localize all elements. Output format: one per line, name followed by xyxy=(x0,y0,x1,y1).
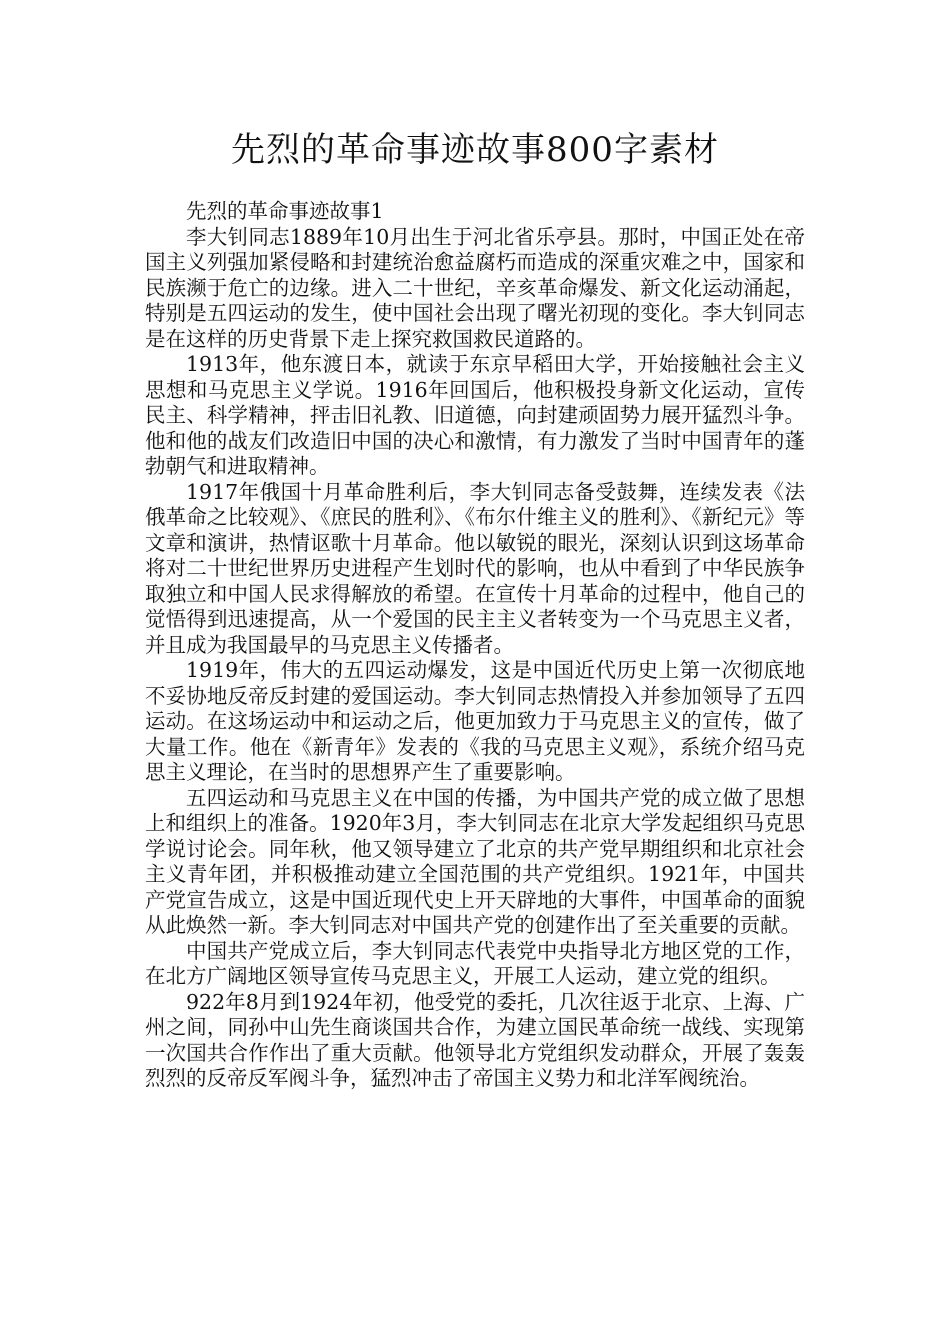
paragraph-2: 1913年，他东渡日本，就读于东京早稻田大学，开始接触社会主义思想和马克思主义学说。1916年回国后，他积极投身新文化运动，宣传民主、科学精神，抨击旧礼教、旧道德，向封建顽固势力展开猛烈斗争。他和他的战友们改造旧中国的决心和激情，有力激发了当时中国青年的蓬勃朝气和进取精神。 xyxy=(145,352,805,478)
paragraph-4: 1919年，伟大的五四运动爆发，这是中国近代历史上第一次彻底地不妥协地反帝反封建的爱国运动。李大钊同志热情投入并参加领导了五四运动。在这场运动中和运动之后，他更加致力于马克思主义的宣传，做了大量工作。他在《新青年》发表的《我的马克思主义观》，系统介绍马克思主义理论，在当时的思想界产生了重要影响。 xyxy=(145,658,805,784)
paragraph-1: 李大钊同志1889年10月出生于河北省乐亭县。那时，中国正处在帝国主义列强加紧侵略和封建统治愈益腐朽而造成的深重灾难之中，国家和民族濒于危亡的边缘。进入二十世纪，辛亥革命爆发、新文化运动涌起，特别是五四运动的发生，使中国社会出现了曙光初现的变化。李大钊同志是在这样的历史背景下走上探究救国救民道路的。 xyxy=(145,224,805,351)
paragraph-7: 922年8月到1924年初，他受党的委托，几次往返于北京、上海、广州之间，同孙中山先生商谈国共合作，为建立国民革命统一战线、实现第一次国共合作作出了重大贡献。他领导北方党组织发动群众，开展了轰轰烈烈的反帝反军阀斗争，猛烈冲击了帝国主义势力和北洋军阀统治。 xyxy=(145,989,805,1090)
document-body xyxy=(145,199,805,1092)
paragraph-6: 中国共产党成立后，李大钊同志代表党中央指导北方地区党的工作，在北方广阔地区领导宣传马克思主义，开展工人运动，建立党的组织。 xyxy=(145,938,805,988)
paragraph-3: 1917年俄国十月革命胜利后，李大钊同志备受鼓舞，连续发表《法俄革命之比较观》、《庶民的胜利》、《布尔什维主义的胜利》、《新纪元》等文章和演讲，热情讴歌十月革命。他以敏锐的眼光，深刻认识到这场革命将对二十世纪世界历史进程产生划时代的影响，也从中看到了中华民族争取独立和中国人民求得解放的希望。在宣传十月革命的过程中，他自己的觉悟得到迅速提高，从一个爱国的民主主义者转变为一个马克思主义者，并且成为我国最早的马克思主义传播者。 xyxy=(145,479,805,657)
paragraph-5: 五四运动和马克思主义在中国的传播，为中国共产党的成立做了思想上和组织上的准备。1920年3月，李大钊同志在北京大学发起组织马克思学说讨论会。同年秋，他又领导建立了北京的共产党早期组织和北京社会主义青年团，并积极推动建立全国范围的共产党组织。1921年，中国共产党宣告成立，这是中国近现代史上开天辟地的大事件，中国革命的面貌从此焕然一新。李大钊同志对中国共产党的创建作出了至关重要的贡献。 xyxy=(145,785,805,937)
document-title: 先烈的革命事迹故事800字素材 xyxy=(231,130,719,170)
section-heading: 先烈的革命事迹故事1 xyxy=(186,199,384,223)
